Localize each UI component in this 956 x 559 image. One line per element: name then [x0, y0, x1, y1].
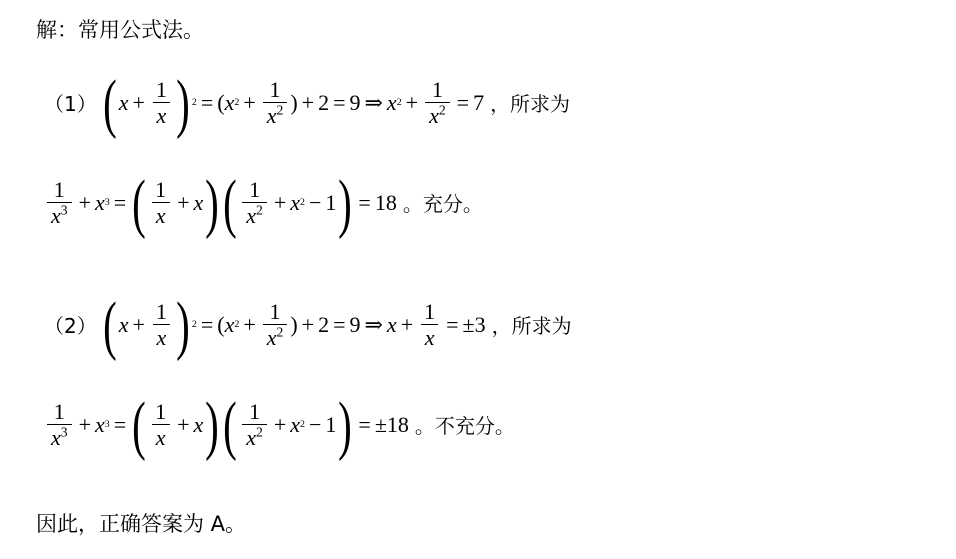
fraction-numerator: 1	[155, 77, 167, 102]
fraction-numerator: 1	[155, 299, 167, 324]
close-paren-icon: )	[338, 166, 353, 240]
item2-l1-rhs-x: x	[224, 311, 235, 337]
denominator-base: x	[246, 203, 257, 229]
minus-sign: −	[309, 411, 322, 437]
item1-l2-factor2-x: x	[290, 189, 301, 215]
plus-sign: +	[243, 89, 256, 115]
equals-sign: =	[333, 89, 346, 115]
item2-label: （2）	[44, 314, 97, 339]
item2-l1-trailing-text: ，所求为	[491, 314, 572, 339]
open-paren-icon: (	[132, 388, 146, 462]
item1-l1-trailing-text: ，所求为	[490, 92, 571, 117]
fraction-numerator: 1	[53, 399, 65, 424]
item1-l2-factor2-fraction	[242, 178, 267, 227]
item2-l1-lhs-fraction	[152, 300, 171, 349]
fraction-denominator	[47, 202, 72, 227]
equals-sign: =	[446, 311, 459, 337]
open-paren-icon: (	[102, 288, 117, 362]
denominator-exponent: 3	[60, 202, 68, 218]
item2-l2-factor1-fraction	[151, 400, 170, 449]
open-paren-icon: (	[102, 66, 117, 140]
item2-l2-trailing-text: 。不充分。	[414, 414, 515, 439]
implies-arrow-icon: ⇒	[364, 89, 383, 115]
conclusion-text: 因此，正确答案为 A。	[36, 512, 247, 536]
close-paren-icon: )	[176, 66, 190, 140]
item2-l1-plus-two: 2	[318, 311, 330, 337]
item2-l1-result-fraction	[420, 300, 439, 349]
minus-sign: −	[309, 189, 322, 215]
conclusion-line	[36, 508, 246, 538]
item1-l2-factor2-one: 1	[325, 189, 337, 215]
plus-sign: +	[177, 411, 190, 437]
item1-l2-factor1-x: x	[193, 189, 204, 215]
plus-sign: +	[405, 89, 419, 115]
plus-sign: +	[400, 311, 414, 337]
denominator-exponent: 2	[276, 102, 284, 118]
fraction-denominator	[263, 324, 288, 349]
plus-sign: +	[301, 89, 315, 115]
open-paren-icon: (	[223, 388, 238, 462]
item2-l1-result-x: x	[386, 311, 397, 337]
item1-label: （1）	[44, 92, 97, 117]
fraction-denominator: x	[153, 102, 171, 127]
plus-sign: +	[132, 89, 145, 115]
fraction-denominator: x	[152, 424, 170, 449]
item2-l1-equals-nine: 9	[349, 311, 361, 337]
denominator-base: x	[51, 203, 61, 229]
denominator-exponent: 2	[256, 424, 263, 440]
item1-equation-line2: $\frac{1}{x^3}$ + x 3 = ( $\frac{1}{x}$ + x ) ( $\frac{1}{x^2}$ + x 2 − 1 ) = 18 。充分。	[44, 178, 483, 227]
item2-l2-factor2-fraction	[242, 400, 267, 449]
denominator-exponent: 2	[256, 202, 263, 218]
fraction-denominator: x	[421, 324, 439, 349]
item2-l2-cube-x: x	[95, 411, 105, 437]
denominator-base: x	[266, 325, 277, 351]
close-paren-icon: )	[205, 166, 220, 240]
equals-sign: =	[358, 411, 371, 437]
item1-l1-result-x: x	[386, 89, 397, 115]
solution-prefix-line	[36, 14, 204, 44]
equals-sign: =	[456, 89, 470, 115]
equals-sign: =	[200, 89, 214, 115]
item1-l2-cube-x: x	[95, 189, 105, 215]
plus-minus-sign: ±	[462, 311, 475, 337]
fraction-denominator	[425, 102, 450, 127]
item1-l1-lhs-base: x	[118, 89, 129, 115]
fraction-numerator: 1	[431, 77, 443, 102]
fraction-numerator: 1	[249, 177, 261, 202]
fraction-numerator: 1	[155, 177, 167, 202]
item1-l1-result-fraction	[425, 78, 450, 127]
denominator-base: x	[51, 425, 61, 451]
plus-sign: +	[78, 411, 91, 437]
plus-sign: +	[78, 189, 91, 215]
denominator-base: x	[246, 425, 257, 451]
fraction-numerator: 1	[269, 77, 281, 102]
item1-l1-rhs-x: x	[224, 89, 235, 115]
plus-sign: +	[273, 411, 287, 437]
item2-l2-lead-fraction	[47, 400, 72, 449]
fraction-denominator: x	[153, 324, 171, 349]
plus-sign: +	[243, 311, 256, 337]
paren-open: (	[217, 89, 225, 115]
item2-l2-value: 18	[386, 411, 409, 437]
item1-l2-trailing-text: 。充分。	[402, 192, 483, 217]
plus-sign: +	[273, 189, 287, 215]
denominator-exponent: 2	[276, 324, 284, 340]
item2-l1-result-value: 3	[474, 311, 486, 337]
equals-sign: =	[113, 411, 127, 437]
close-paren-icon: )	[338, 388, 353, 462]
item2-equation-line1: （2） ( x + $\frac{1}{x}$ ) 2 = ( x 2 + $\frac{1}{x^2}$ ) + 2 = 9 ⇒ x + $\frac{1}{x}$ = ± 3 ，所求为	[44, 288, 572, 362]
item1-l1-plus-two: 2	[318, 89, 330, 115]
item1-l1-rhs-fraction	[263, 78, 288, 127]
item1-l1-equals-nine: 9	[349, 89, 361, 115]
solution-prefix-text: 解：常用公式法。	[36, 18, 204, 42]
plus-sign: +	[132, 311, 145, 337]
item2-l1-rhs-fraction	[263, 300, 288, 349]
fraction-numerator: 1	[424, 299, 436, 324]
item1-l1-lhs-fraction	[152, 78, 171, 127]
item1-l1-result-value: 7	[473, 89, 485, 115]
equals-sign: =	[113, 189, 127, 215]
denominator-base: x	[429, 103, 439, 129]
item1-l2-lead-fraction	[47, 178, 72, 227]
equals-sign: =	[358, 189, 371, 215]
item1-equation-line1: （1） ( x + $\frac{1}{x}$ ) 2 = ( x 2 + $\frac{1}{x^2}$ ) + 2 = 9 ⇒ x 2 + $\frac{1}{x^2}$ = 7 ，所求为	[44, 66, 571, 140]
denominator-base: x	[266, 103, 277, 129]
plus-minus-sign: ±	[374, 411, 387, 437]
item2-l2-factor2-one: 1	[325, 411, 337, 437]
paren-open: (	[217, 311, 225, 337]
denominator-exponent: 2	[438, 102, 446, 118]
close-paren-icon: )	[205, 388, 220, 462]
equals-sign: =	[200, 311, 214, 337]
plus-sign: +	[177, 189, 190, 215]
item2-l2-factor1-x: x	[193, 411, 204, 437]
item2-equation-line2: $\frac{1}{x^3}$ + x 3 = ( $\frac{1}{x}$ + x ) ( $\frac{1}{x^2}$ + x 2 − 1 ) = ± 18 。不充分。	[44, 400, 515, 449]
fraction-numerator: 1	[155, 399, 167, 424]
equals-sign: =	[333, 311, 346, 337]
item2-l1-lhs-base: x	[118, 311, 129, 337]
fraction-denominator	[47, 424, 72, 449]
fraction-denominator: x	[152, 202, 170, 227]
fraction-numerator: 1	[249, 399, 261, 424]
implies-arrow-icon: ⇒	[364, 311, 383, 337]
plus-sign: +	[301, 311, 315, 337]
open-paren-icon: (	[132, 166, 146, 240]
denominator-exponent: 3	[60, 424, 68, 440]
item1-l2-factor1-fraction	[151, 178, 170, 227]
item2-l2-factor2-x: x	[290, 411, 301, 437]
fraction-denominator	[263, 102, 288, 127]
fraction-denominator	[242, 202, 267, 227]
paren-close: )	[290, 89, 298, 115]
item1-l2-value: 18	[374, 189, 397, 215]
open-paren-icon: (	[223, 166, 238, 240]
fraction-numerator: 1	[269, 299, 281, 324]
fraction-numerator: 1	[53, 177, 65, 202]
fraction-denominator	[242, 424, 267, 449]
paren-close: )	[290, 311, 298, 337]
close-paren-icon: )	[176, 288, 190, 362]
